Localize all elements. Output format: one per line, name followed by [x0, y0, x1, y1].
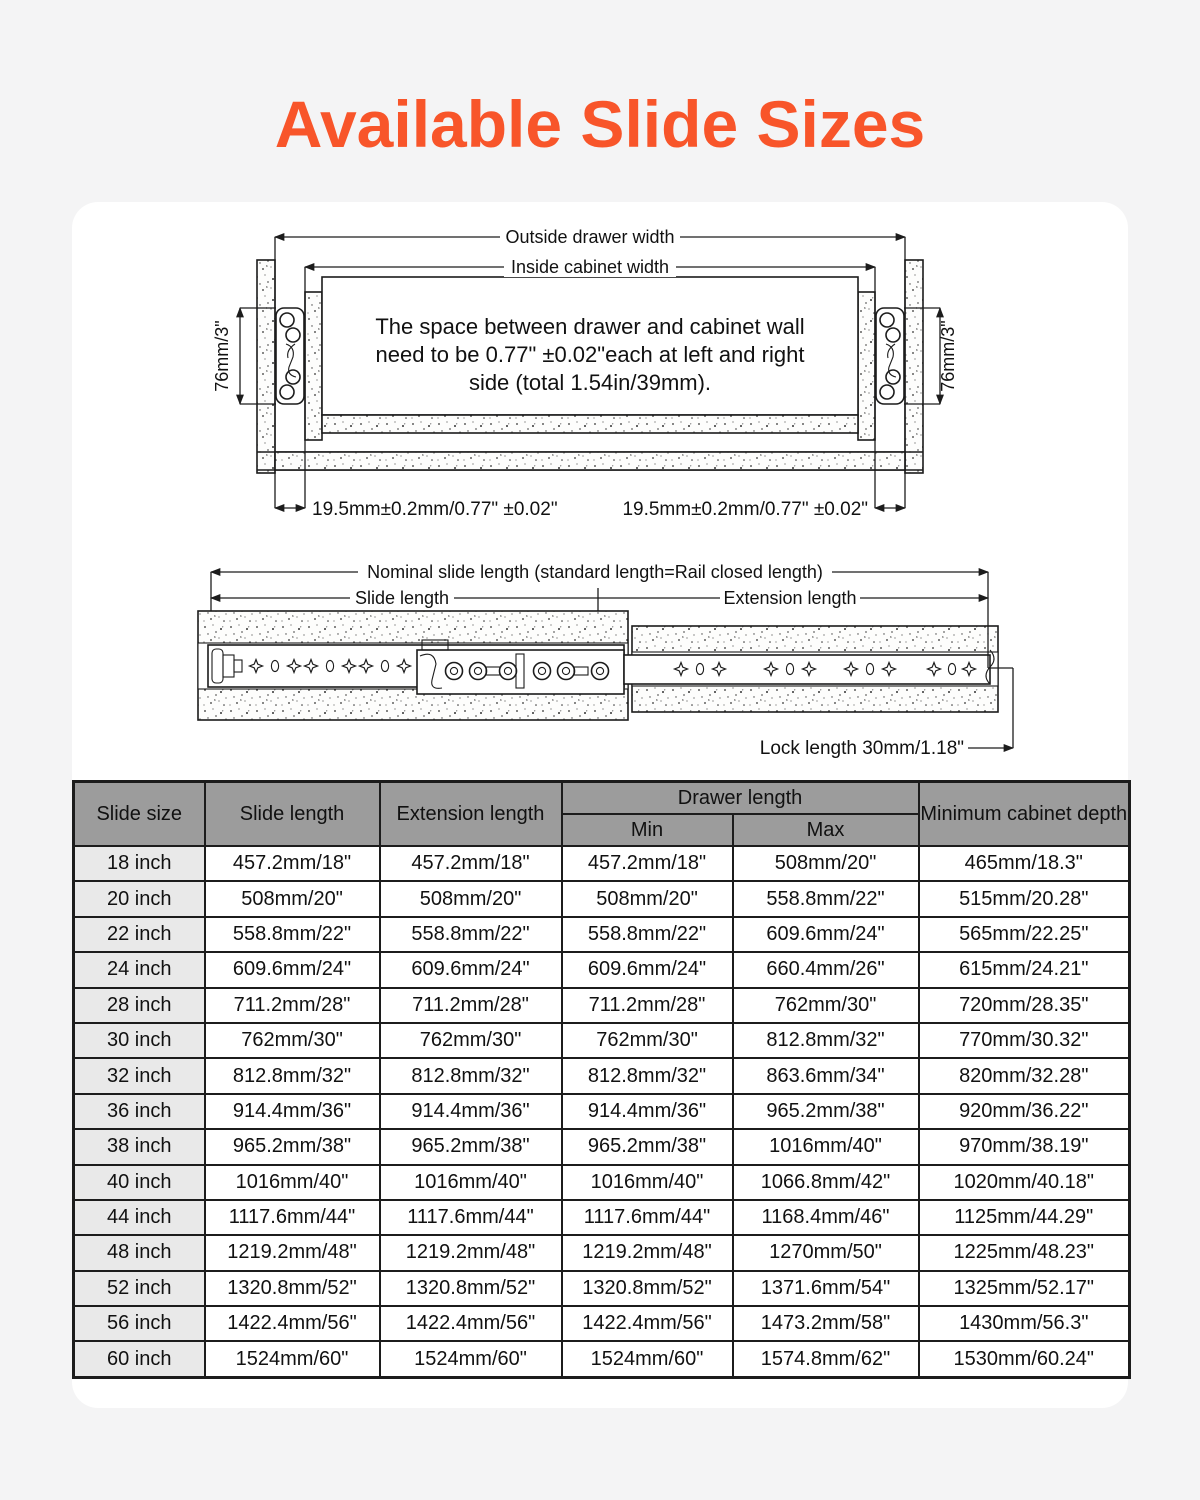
cell-ext: 965.2mm/38" [380, 1129, 562, 1164]
cell-ext: 609.6mm/24" [380, 952, 562, 987]
cabinet-wall-left [257, 260, 275, 473]
cell-depth: 465mm/18.3" [919, 846, 1130, 881]
cell-min: 558.8mm/22" [562, 917, 733, 952]
cabinet-wall-right [905, 260, 923, 473]
cell-max: 812.8mm/32" [733, 1023, 919, 1058]
cell-size: 36 inch [74, 1094, 205, 1129]
table-row [74, 1058, 1130, 1093]
cell-depth: 1430mm/56.3" [919, 1306, 1130, 1341]
cell-max: 965.2mm/38" [733, 1094, 919, 1129]
cell-slide: 762mm/30" [205, 1023, 380, 1058]
cell-min: 1320.8mm/52" [562, 1271, 733, 1306]
cell-min: 1524mm/60" [562, 1341, 733, 1377]
size-table-body [74, 846, 1130, 1377]
cell-size: 60 inch [74, 1341, 205, 1377]
table-row [74, 952, 1130, 987]
cell-min: 609.6mm/24" [562, 952, 733, 987]
cell-slide: 558.8mm/22" [205, 917, 380, 952]
extension-length-label: Extension length [723, 588, 857, 608]
cell-ext: 711.2mm/28" [380, 988, 562, 1023]
cell-min: 965.2mm/38" [562, 1129, 733, 1164]
cell-max: 1066.8mm/42" [733, 1165, 919, 1200]
cell-slide: 609.6mm/24" [205, 952, 380, 987]
cell-ext: 1117.6mm/44" [380, 1200, 562, 1235]
cell-slide: 812.8mm/32" [205, 1058, 380, 1093]
cell-slide: 1117.6mm/44" [205, 1200, 380, 1235]
cell-ext: 1320.8mm/52" [380, 1271, 562, 1306]
cell-max: 1574.8mm/62" [733, 1341, 919, 1377]
cell-size: 52 inch [74, 1271, 205, 1306]
cell-ext: 1524mm/60" [380, 1341, 562, 1377]
diagram-card [72, 202, 1128, 1408]
cell-size: 18 inch [74, 846, 205, 881]
cell-depth: 720mm/28.35" [919, 988, 1130, 1023]
cell-size: 44 inch [74, 1200, 205, 1235]
clearance-note-line1: The space between drawer and cabinet wall [375, 314, 805, 339]
cell-size: 22 inch [74, 917, 205, 952]
cell-max: 609.6mm/24" [733, 917, 919, 952]
cell-max: 762mm/30" [733, 988, 919, 1023]
header-slide-size: Slide size [74, 782, 205, 847]
table-row [74, 1235, 1130, 1270]
drawer-wall-left [305, 292, 322, 440]
width-cross-section-diagram [72, 210, 1128, 560]
cell-slide: 508mm/20" [205, 881, 380, 916]
cell-min: 1016mm/40" [562, 1165, 733, 1200]
cell-slide: 1524mm/60" [205, 1341, 380, 1377]
cell-depth: 1530mm/60.24" [919, 1341, 1130, 1377]
inside-cabinet-width-label: Inside cabinet width [510, 257, 670, 277]
page-title: Available Slide Sizes [274, 87, 926, 161]
cell-slide: 1320.8mm/52" [205, 1271, 380, 1306]
cell-size: 56 inch [74, 1306, 205, 1341]
cell-slide: 711.2mm/28" [205, 988, 380, 1023]
cell-min: 1117.6mm/44" [562, 1200, 733, 1235]
cell-slide: 1016mm/40" [205, 1165, 380, 1200]
cell-depth: 565mm/22.25" [919, 917, 1130, 952]
table-row [74, 1341, 1130, 1377]
cell-ext: 812.8mm/32" [380, 1058, 562, 1093]
cell-slide: 457.2mm/18" [205, 846, 380, 881]
table-row [74, 1023, 1130, 1058]
cell-size: 38 inch [74, 1129, 205, 1164]
cabinet-bottom-panel [275, 452, 905, 470]
table-row [74, 1306, 1130, 1341]
cell-depth: 515mm/20.28" [919, 881, 1130, 916]
cell-size: 32 inch [74, 1058, 205, 1093]
size-table-header [74, 782, 1130, 847]
cell-ext: 457.2mm/18" [380, 846, 562, 881]
cell-slide: 965.2mm/38" [205, 1129, 380, 1164]
cell-min: 508mm/20" [562, 881, 733, 916]
cell-size: 24 inch [74, 952, 205, 987]
table-row [74, 1200, 1130, 1235]
lock-length-label: Lock length 30mm/1.18" [759, 738, 964, 759]
cell-depth: 1125mm/44.29" [919, 1200, 1130, 1235]
header-drawer-length: Drawer length [562, 782, 919, 815]
cell-depth: 820mm/32.28" [919, 1058, 1130, 1093]
cell-min: 1422.4mm/56" [562, 1306, 733, 1341]
header-drawer-min: Min [562, 814, 733, 846]
table-row [74, 881, 1130, 916]
cell-slide: 1219.2mm/48" [205, 1235, 380, 1270]
nominal-length-label: Nominal slide length (standard length=Rail closed length) [367, 562, 823, 582]
cell-min: 762mm/30" [562, 1023, 733, 1058]
cell-min: 812.8mm/32" [562, 1058, 733, 1093]
header-drawer-max: Max [733, 814, 919, 846]
cell-max: 1473.2mm/58" [733, 1306, 919, 1341]
cell-max: 1168.4mm/46" [733, 1200, 919, 1235]
cell-max: 558.8mm/22" [733, 881, 919, 916]
gap-dimension-label-right: 19.5mm±0.2mm/0.77" ±0.02" [622, 499, 868, 520]
cell-max: 863.6mm/34" [733, 1058, 919, 1093]
cell-max: 508mm/20" [733, 846, 919, 881]
cell-size: 48 inch [74, 1235, 205, 1270]
cell-size: 20 inch [74, 881, 205, 916]
table-row [74, 1165, 1130, 1200]
cell-size: 28 inch [74, 988, 205, 1023]
slide-height-label-left: 76mm/3" [212, 320, 232, 392]
table-row [74, 1094, 1130, 1129]
table-row [74, 1129, 1130, 1164]
table-row [74, 917, 1130, 952]
table-row [74, 846, 1130, 881]
slide-length-label: Slide length [354, 588, 450, 608]
cell-min: 1219.2mm/48" [562, 1235, 733, 1270]
cell-depth: 970mm/38.19" [919, 1129, 1130, 1164]
cell-slide: 914.4mm/36" [205, 1094, 380, 1129]
cell-depth: 1225mm/48.23" [919, 1235, 1130, 1270]
cell-ext: 1016mm/40" [380, 1165, 562, 1200]
cell-depth: 920mm/36.22" [919, 1094, 1130, 1129]
drawer-wall-right [858, 292, 875, 440]
slide-height-label-right: 76mm/3" [938, 320, 958, 392]
cell-depth: 770mm/30.32" [919, 1023, 1130, 1058]
gap-dimension-label-left: 19.5mm±0.2mm/0.77" ±0.02" [312, 499, 558, 520]
header-slide-length: Slide length [205, 782, 380, 847]
table-row [74, 988, 1130, 1023]
cell-max: 1270mm/50" [733, 1235, 919, 1270]
drawer-bottom-panel [322, 415, 858, 433]
header-extension-length: Extension length [380, 782, 562, 847]
outside-drawer-width-label: Outside drawer width [505, 227, 675, 247]
cell-ext: 558.8mm/22" [380, 917, 562, 952]
table-row [74, 1271, 1130, 1306]
slide-length-diagram [72, 560, 1128, 780]
cell-depth: 1325mm/52.17" [919, 1271, 1130, 1306]
cell-min: 914.4mm/36" [562, 1094, 733, 1129]
cell-slide: 1422.4mm/56" [205, 1306, 380, 1341]
cell-ext: 762mm/30" [380, 1023, 562, 1058]
cell-min: 711.2mm/28" [562, 988, 733, 1023]
cell-depth: 615mm/24.21" [919, 952, 1130, 987]
cell-ext: 914.4mm/36" [380, 1094, 562, 1129]
cell-size: 30 inch [74, 1023, 205, 1058]
clearance-note-line3: side (total 1.54in/39mm). [468, 370, 712, 395]
cell-max: 1016mm/40" [733, 1129, 919, 1164]
cell-ext: 1219.2mm/48" [380, 1235, 562, 1270]
cell-ext: 1422.4mm/56" [380, 1306, 562, 1341]
clearance-note-line2: need to be 0.77" ±0.02"each at left and right [375, 342, 805, 367]
cell-ext: 508mm/20" [380, 881, 562, 916]
cell-min: 457.2mm/18" [562, 846, 733, 881]
cell-max: 1371.6mm/54" [733, 1271, 919, 1306]
cell-size: 40 inch [74, 1165, 205, 1200]
header-min-cabinet-depth: Minimum cabinet depth [919, 782, 1130, 847]
cell-depth: 1020mm/40.18" [919, 1165, 1130, 1200]
cell-max: 660.4mm/26" [733, 952, 919, 987]
size-table [72, 780, 1131, 1379]
